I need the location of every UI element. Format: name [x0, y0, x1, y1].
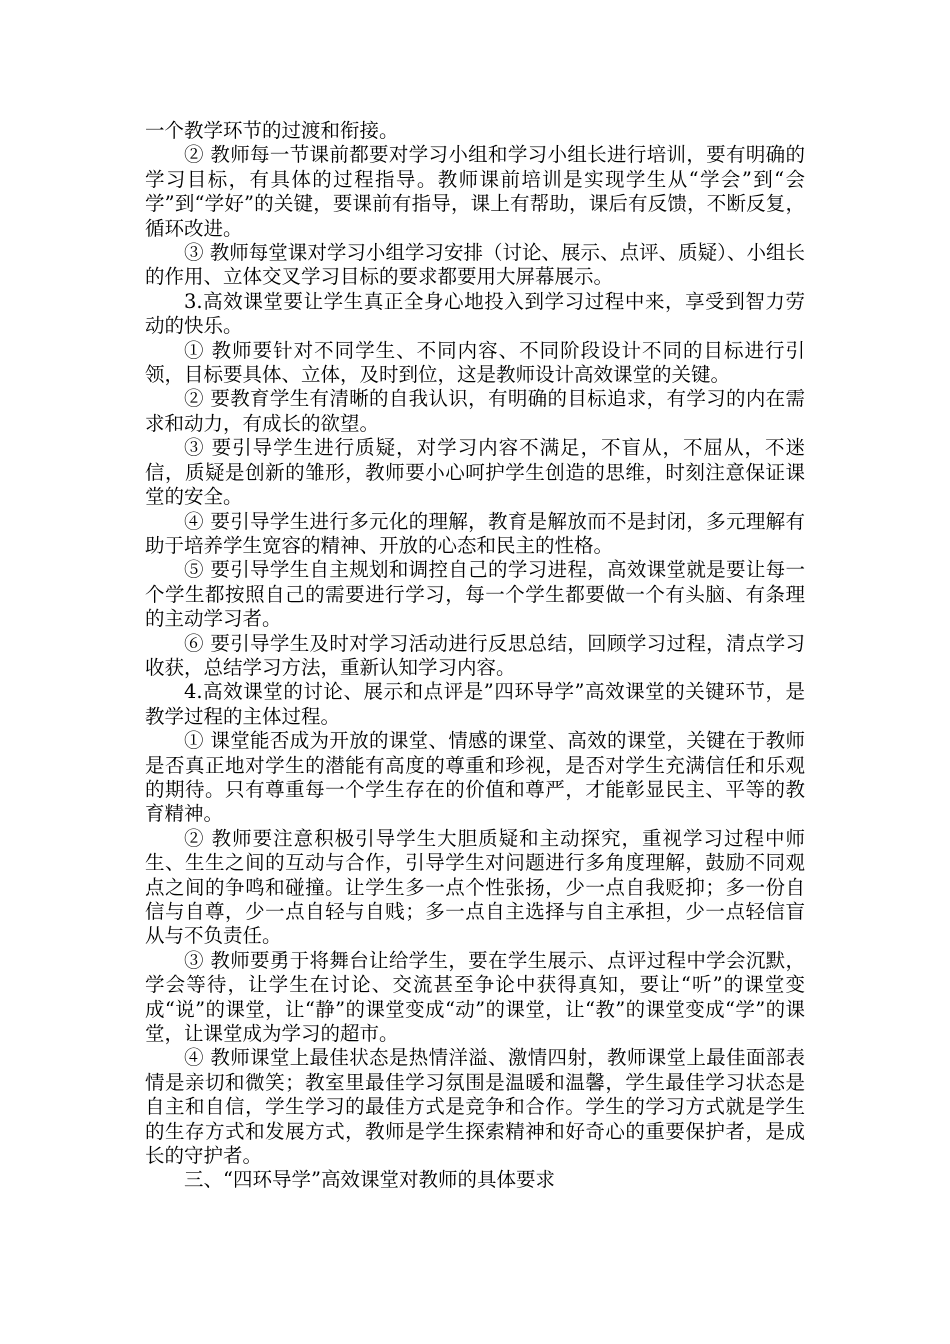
paragraph-continuation: 一个教学环节的过渡和衔接。	[145, 119, 399, 142]
paragraph-item: ② 要教育学生有清晰的自我认识，有明确的目标追求，有学习的内在需求和动力，有成长的欲望。	[145, 387, 805, 435]
paragraph-item: ① 教师要针对不同学生、不同内容、不同阶段设计不同的目标进行引领，目标要具体、立体，及时到位，这是教师设计高效课堂的关键。	[145, 338, 805, 387]
paragraph-item: ④ 教师课堂上最佳状态是热情洋溢、激情四射，教师课堂上最佳面部表情是亲切和微笑；教室里最佳学习氛围是温暖和温馨，学生最佳学习状态是自主和自信，学生学习的最佳方式是竞争和合作。学生的学习方式就是学生的生存方式和发展方式，教师是学生探索精神和好奇心的重要保护者，是成长的守护者。	[145, 1046, 805, 1168]
paragraph-item: ③ 教师每堂课对学习小组学习安排（讨论、展示、点评、质疑）、小组长的作用、立体交叉学习目标的要求都要用大屏幕展示。	[145, 241, 805, 289]
paragraph-item: ① 课堂能否成为开放的课堂、情感的课堂、高效的课堂，关键在于教师是否真正地对学生的潜能有高度的尊重和珍视，是否对学生充满信任和乐观的期待。只有尊重每一个学生存在的价值和尊严，才能彰显民主、平等的教育精神。	[145, 729, 805, 826]
paragraph-item: ② 教师要注意积极引导学生大胆质疑和主动探究，重视学习过程中师生、生生之间的互动与合作，引导学生对问题进行多角度理解，鼓励不同观点之间的争鸣和碰撞。让学生多一点个性张扬，少一点自我贬抑；多一份自信与自尊，少一点自轻与自贱；多一点自主选择与自主承担，少一点轻信盲从与不负责任。	[145, 826, 805, 948]
paragraph-item: ③ 要引导学生进行质疑，对学习内容不满足，不盲从，不屈从，不迷信，质疑是创新的雏形，教师要小心呵护学生创造的思维，时刻注意保证课堂的安全。	[145, 436, 805, 509]
section-heading: 三、“四环导学”高效课堂对教师的具体要求	[184, 1168, 555, 1192]
paragraph-item: ② 教师每一节课前都要对学习小组和学习小组长进行培训，要有明确的学习目标，有具体的过程指导。教师课前培训是实现学生从“学会”到“会学”到“学好”的关键，要课前有指导，课上有帮助，课后有反馈，不断反复，循环改进。	[145, 143, 805, 240]
document-body	[145, 119, 805, 1193]
paragraph-item: ④ 要引导学生进行多元化的理解，教育是解放而不是封闭，多元理解有助于培养学生宽容的精神、开放的心态和民主的性格。	[145, 509, 805, 557]
section-point-4: 4.高效课堂的讨论、展示和点评是”四环导学”高效课堂的关键环节，是教学过程的主体过程。	[145, 680, 805, 728]
paragraph-item: ⑥ 要引导学生及时对学习活动进行反思总结，回顾学习过程，清点学习收获，总结学习方法，重新认知学习内容。	[145, 631, 805, 679]
section-point-3: 3.高效课堂要让学生真正全身心地投入到学习过程中来，享受到智力劳动的快乐。	[145, 289, 805, 338]
paragraph-item: ⑤ 要引导学生自主规划和调控自己的学习进程，高效课堂就是要让每一个学生都按照自己的需要进行学习，每一个学生都要做一个有头脑、有条理的主动学习者。	[145, 558, 805, 631]
paragraph-item: ③ 教师要勇于将舞台让给学生，要在学生展示、点评过程中学会沉默，学会等待，让学生在讨论、交流甚至争论中获得真知，要让“听”的课堂变成“说”的课堂，让“静”的课堂变成“动”的课堂，让“教”的课堂变成“学”的课堂，让课堂成为学习的超市。	[145, 948, 805, 1046]
